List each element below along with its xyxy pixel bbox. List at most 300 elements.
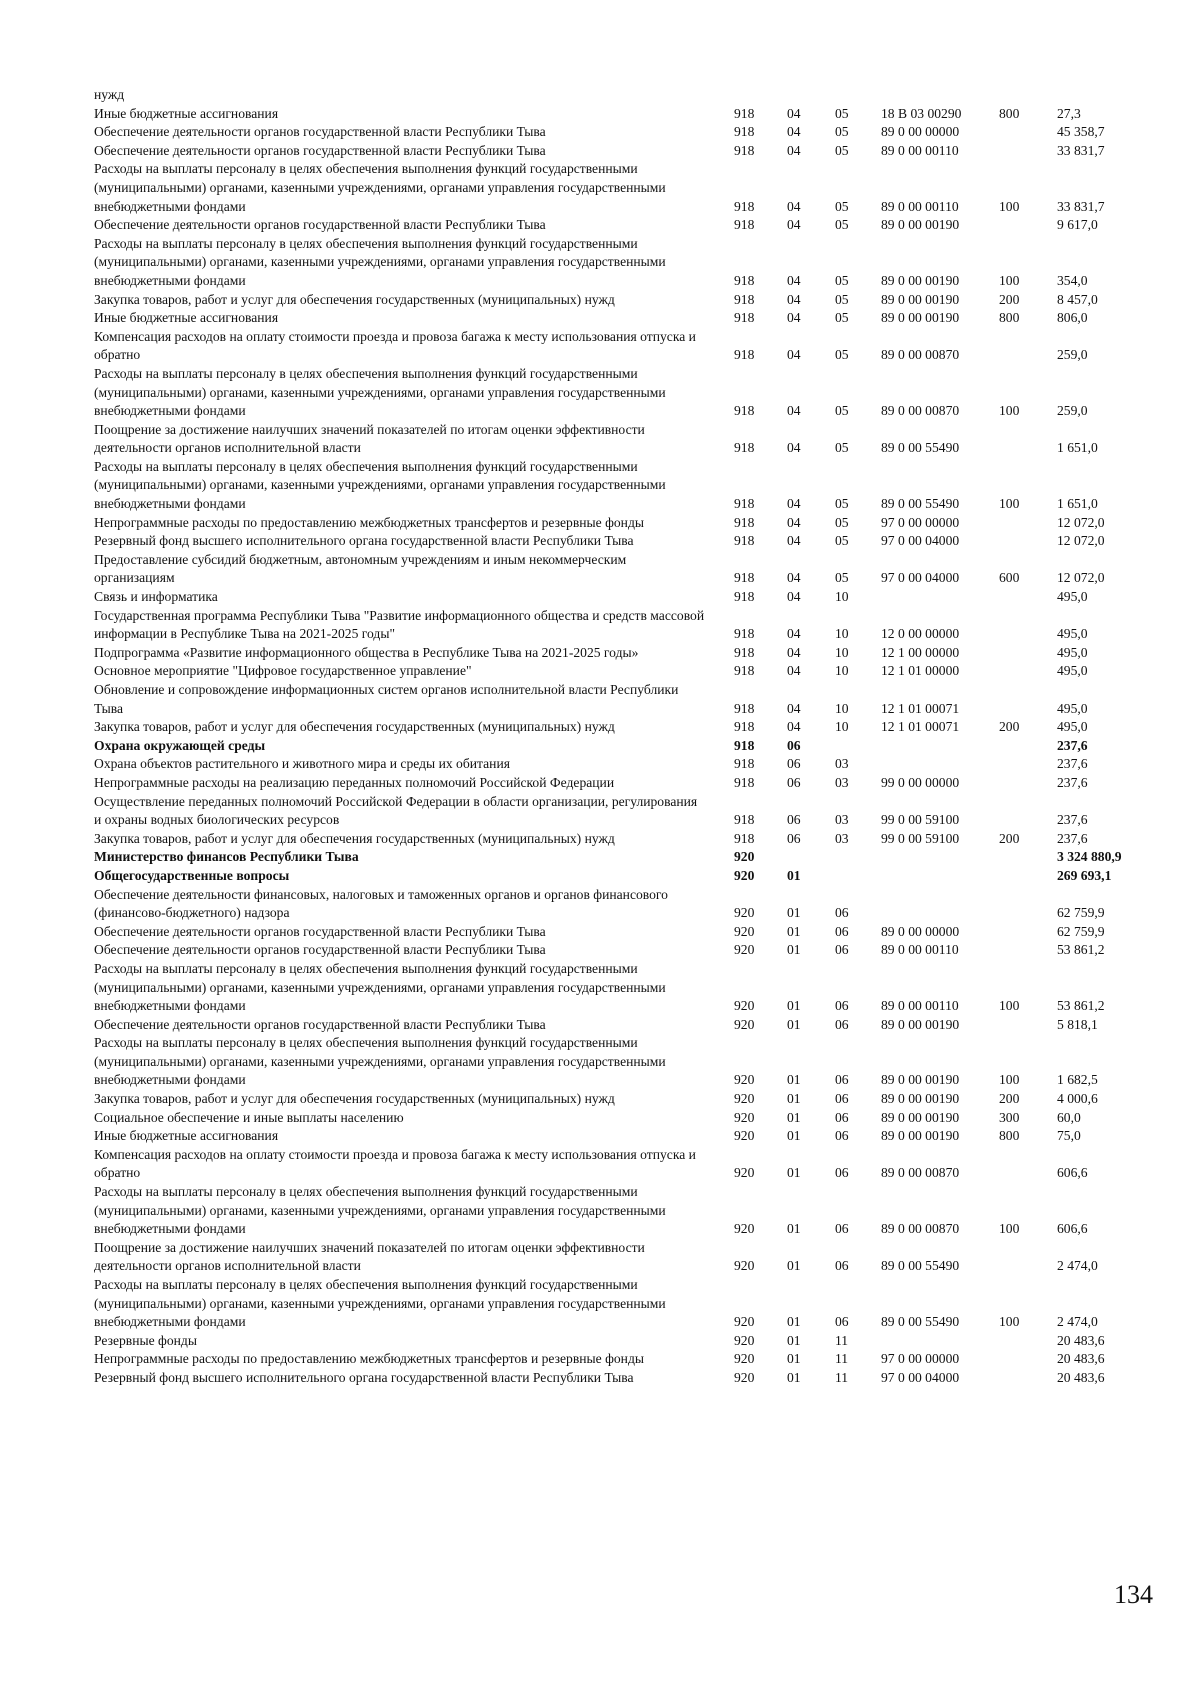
row-name: Резервный фонд высшего исполнительного органа государственной власти Республики Тыва — [94, 533, 634, 549]
code-target-article: 89 0 00 00000 — [881, 923, 960, 939]
amount: 53 861,2 — [1057, 942, 1105, 958]
table-row — [94, 588, 1157, 607]
table-row — [94, 886, 1157, 923]
code-subsection: 05 — [835, 198, 849, 214]
code-ministry: 918 — [734, 626, 755, 642]
code-subsection: 10 — [835, 719, 849, 735]
code-target-article: 12 1 01 00071 — [881, 719, 960, 735]
amount: 4 000,6 — [1057, 1091, 1098, 1107]
code-ministry: 920 — [734, 923, 755, 939]
code-target-article: 89 0 00 00000 — [881, 124, 960, 140]
row-name: Государственная программа Республики Тыва "Развитие информационного общества и средств массовой информации в Республике Тыва на 2021-2025 годы" — [94, 607, 705, 642]
table-row — [94, 1350, 1157, 1369]
table-row — [94, 607, 1157, 644]
row-name: Обеспечение деятельности органов государственной власти Республики Тыва — [94, 124, 546, 140]
code-subsection: 06 — [835, 905, 849, 921]
amount: 62 759,9 — [1057, 905, 1105, 921]
amount: 354,0 — [1057, 272, 1088, 288]
code-expense-type — [999, 681, 1053, 718]
code-target-article — [881, 886, 999, 923]
amount: 259,0 — [1057, 403, 1088, 419]
amount: 606,6 — [1057, 1221, 1088, 1237]
code-expense-type — [999, 644, 1053, 663]
code-subsection: 03 — [835, 774, 849, 790]
code-subsection: 10 — [835, 644, 849, 660]
table-row — [94, 216, 1157, 235]
code-expense-type — [999, 514, 1053, 533]
table-row — [94, 1239, 1157, 1276]
code-expense-type — [999, 867, 1053, 886]
code-ministry: 920 — [734, 1221, 755, 1237]
code-expense-type — [999, 588, 1053, 607]
amount: 20 483,6 — [1057, 1351, 1105, 1367]
row-name: Компенсация расходов на оплату стоимости проезда и провоза багажа к месту использования отпуска и обратно — [94, 1146, 696, 1181]
code-ministry: 918 — [734, 756, 755, 772]
code-target-article — [881, 755, 999, 774]
code-expense-type: 800 — [999, 1128, 1020, 1144]
code-subsection: 10 — [835, 663, 849, 679]
code-expense-type — [999, 793, 1053, 830]
table-row — [94, 123, 1157, 142]
code-ministry: 920 — [734, 1351, 755, 1367]
row-name: Обеспечение деятельности органов государственной власти Республики Тыва — [94, 217, 546, 233]
code-ministry: 918 — [734, 774, 755, 790]
code-expense-type: 600 — [999, 570, 1020, 586]
code-subsection: 05 — [835, 291, 849, 307]
code-section: 04 — [787, 570, 801, 586]
code-ministry: 920 — [734, 1332, 755, 1348]
code-section: 04 — [787, 700, 801, 716]
row-name: Обеспечение деятельности органов государственной власти Республики Тыва — [94, 142, 546, 158]
code-target-article: 89 0 00 00190 — [881, 310, 960, 326]
table-row — [94, 142, 1157, 161]
code-target-article: 89 0 00 00190 — [881, 1091, 960, 1107]
table-row — [94, 105, 1157, 124]
code-ministry: 918 — [734, 514, 755, 530]
code-subsection: 06 — [835, 1128, 849, 1144]
code-expense-type — [999, 737, 1053, 756]
code-subsection: 05 — [835, 440, 849, 456]
row-name: Расходы на выплаты персоналу в целях обеспечения выполнения функций государственными (муниципальными) органами, казенными учреждениями, органами управления государственными внебюджетными фондами — [94, 960, 666, 1014]
row-name: Иные бюджетные ассигнования — [94, 1128, 279, 1144]
table-row — [94, 644, 1157, 663]
code-target-article: 89 0 00 00110 — [881, 198, 959, 214]
code-section: 01 — [787, 1072, 801, 1088]
amount: 12 072,0 — [1057, 533, 1105, 549]
table-row — [94, 774, 1157, 793]
code-target-article: 89 0 00 00870 — [881, 1165, 960, 1181]
code-subsection: 06 — [835, 1314, 849, 1330]
row-name: Охрана окружающей среды — [94, 737, 266, 753]
table-row — [94, 793, 1157, 830]
row-name: Подпрограмма «Развитие информационного общества в Республике Тыва на 2021-2025 годы» — [94, 644, 639, 660]
table-row — [94, 309, 1157, 328]
code-subsection: 03 — [835, 830, 849, 846]
code-section: 04 — [787, 496, 801, 512]
code-ministry: 918 — [734, 496, 755, 512]
code-target-article: 12 1 00 00000 — [881, 644, 960, 660]
row-name: Расходы на выплаты персоналу в целях обеспечения выполнения функций государственными (муниципальными) органами, казенными учреждениями, органами управления государственными внебюджетными фондами — [94, 235, 666, 288]
row-name: Иные бюджетные ассигнования — [94, 105, 279, 121]
code-section: 01 — [787, 1369, 801, 1385]
amount: 2 474,0 — [1057, 1314, 1098, 1330]
table-row — [94, 1332, 1157, 1351]
code-ministry: 918 — [734, 310, 755, 326]
code-expense-type — [999, 328, 1053, 365]
code-ministry: 920 — [734, 905, 755, 921]
row-name: Осуществление переданных полномочий Российской Федерации в области организации, регулирования и охраны водных биологических ресурсов — [94, 793, 698, 828]
row-name: Поощрение за достижение наилучших значений показателей по итогам оценки эффективности деятельности органов исполнительной власти — [94, 421, 645, 456]
amount: 259,0 — [1057, 347, 1088, 363]
code-target-article: 89 0 00 00190 — [881, 272, 960, 288]
table-row — [94, 1369, 1157, 1388]
table-row — [94, 291, 1157, 310]
budget-table — [94, 86, 1157, 1388]
code-ministry: 918 — [734, 440, 755, 456]
row-name: Компенсация расходов на оплату стоимости проезда и провоза багажа к месту использования отпуска и обратно — [94, 328, 696, 363]
code-subsection: 05 — [835, 272, 849, 288]
code-target-article: 89 0 00 55490 — [881, 496, 960, 512]
row-name: Закупка товаров, работ и услуг для обеспечения государственных (муниципальных) нужд — [94, 719, 615, 735]
code-ministry: 918 — [734, 812, 755, 828]
row-name: Основное мероприятие "Цифровое государственное управление" — [94, 663, 472, 679]
code-expense-type — [999, 216, 1053, 235]
code-section: 04 — [787, 644, 801, 660]
table-row — [94, 941, 1157, 960]
code-section: 06 — [787, 737, 801, 753]
code-subsection: 10 — [835, 626, 849, 642]
row-name: Резервный фонд высшего исполнительного органа государственной власти Республики Тыва — [94, 1369, 634, 1385]
code-expense-type: 800 — [999, 310, 1020, 326]
code-section: 01 — [787, 1221, 801, 1237]
table-row — [94, 514, 1157, 533]
code-target-article: 89 0 00 00190 — [881, 1072, 960, 1088]
code-expense-type — [999, 886, 1053, 923]
code-subsection: 05 — [835, 347, 849, 363]
code-ministry: 918 — [734, 737, 755, 753]
code-ministry: 920 — [734, 867, 755, 883]
table-row — [94, 1276, 1157, 1332]
code-ministry: 920 — [734, 942, 755, 958]
table-row — [94, 737, 1157, 756]
table-row — [94, 421, 1157, 458]
code-target-article — [881, 1332, 999, 1351]
row-name: Обеспечение деятельности органов государственной власти Республики Тыва — [94, 923, 546, 939]
code-subsection: 06 — [835, 942, 849, 958]
row-name: Расходы на выплаты персоналу в целях обеспечения выполнения функций государственными (муниципальными) органами, казенными учреждениями, органами управления государственными внебюджетными фондами — [94, 1035, 666, 1088]
code-section: 01 — [787, 905, 801, 921]
row-name: Резервные фонды — [94, 1332, 197, 1348]
code-section: 04 — [787, 719, 801, 735]
code-section: 01 — [787, 1332, 801, 1348]
code-expense-type — [999, 774, 1053, 793]
code-expense-type: 200 — [999, 1091, 1020, 1107]
code-target-article: 89 0 00 00190 — [881, 1109, 960, 1125]
code-section: 06 — [787, 774, 801, 790]
code-target-article: 89 0 00 55490 — [881, 1314, 960, 1330]
code-target-article: 99 0 00 00000 — [881, 774, 960, 790]
code-section — [787, 86, 835, 105]
code-expense-type — [999, 1369, 1053, 1388]
amount: 3 324 880,9 — [1057, 849, 1122, 865]
code-target-article: 99 0 00 59100 — [881, 812, 960, 828]
row-name: Расходы на выплаты персоналу в целях обеспечения выполнения функций государственными (муниципальными) органами, казенными учреждениями, органами управления государственными внебюджетными фондами — [94, 161, 666, 214]
row-name: Общегосударственные вопросы — [94, 867, 290, 883]
table-row — [94, 1090, 1157, 1109]
table-row — [94, 458, 1157, 514]
code-section: 01 — [787, 998, 801, 1014]
table-row — [94, 755, 1157, 774]
code-target-article: 12 1 01 00071 — [881, 700, 960, 716]
amount: 237,6 — [1057, 756, 1088, 772]
amount: 33 831,7 — [1057, 198, 1105, 214]
row-name: Обеспечение деятельности финансовых, налоговых и таможенных органов и органов финансового (финансово-бюджетного) надзора — [94, 886, 668, 921]
code-expense-type: 100 — [999, 403, 1020, 419]
table-row — [94, 1109, 1157, 1128]
code-expense-type — [999, 941, 1053, 960]
amount: 27,3 — [1057, 105, 1081, 121]
code-expense-type: 100 — [999, 1221, 1020, 1237]
code-subsection: 03 — [835, 756, 849, 772]
code-target-article: 89 0 00 00190 — [881, 1128, 960, 1144]
code-expense-type — [999, 607, 1053, 644]
code-ministry: 920 — [734, 1128, 755, 1144]
code-ministry: 918 — [734, 403, 755, 419]
table-row — [94, 1183, 1157, 1239]
code-section: 04 — [787, 198, 801, 214]
code-expense-type — [999, 1350, 1053, 1369]
code-ministry: 920 — [734, 1165, 755, 1181]
row-name: Расходы на выплаты персоналу в целях обеспечения выполнения функций государственными (муниципальными) органами, казенными учреждениями, органами управления государственными внебюджетными фондами — [94, 1277, 666, 1330]
code-target-article: 89 0 00 55490 — [881, 1258, 960, 1274]
code-target-article: 18 В 03 00290 — [881, 105, 962, 121]
table-row — [94, 1146, 1157, 1183]
amount: 8 457,0 — [1057, 291, 1098, 307]
code-section: 01 — [787, 1351, 801, 1367]
code-subsection: 06 — [835, 1109, 849, 1125]
table-row — [94, 960, 1157, 1016]
code-target-article: 12 1 01 00000 — [881, 663, 960, 679]
code-target-article: 89 0 00 00870 — [881, 403, 960, 419]
code-target-article: 97 0 00 04000 — [881, 570, 960, 586]
code-section: 04 — [787, 514, 801, 530]
code-subsection: 10 — [835, 700, 849, 716]
code-expense-type: 200 — [999, 719, 1020, 735]
code-expense-type — [999, 123, 1053, 142]
code-section: 04 — [787, 291, 801, 307]
table-row — [94, 160, 1157, 216]
code-section: 06 — [787, 756, 801, 772]
code-section: 04 — [787, 310, 801, 326]
code-expense-type: 100 — [999, 198, 1020, 214]
code-expense-type — [999, 421, 1053, 458]
code-target-article: 97 0 00 04000 — [881, 1369, 960, 1385]
code-target-article — [881, 86, 999, 105]
amount: 237,6 — [1057, 830, 1088, 846]
row-name: Обеспечение деятельности органов государственной власти Республики Тыва — [94, 942, 546, 958]
code-ministry: 918 — [734, 198, 755, 214]
code-subsection: 05 — [835, 403, 849, 419]
code-ministry: 918 — [734, 105, 755, 121]
code-target-article — [881, 588, 999, 607]
code-target-article: 97 0 00 00000 — [881, 1351, 960, 1367]
table-row — [94, 1127, 1157, 1146]
table-row — [94, 681, 1157, 718]
code-section: 04 — [787, 347, 801, 363]
code-subsection: 06 — [835, 998, 849, 1014]
code-expense-type — [999, 1016, 1053, 1035]
code-expense-type: 800 — [999, 105, 1020, 121]
amount: 1 651,0 — [1057, 496, 1098, 512]
amount: 75,0 — [1057, 1128, 1081, 1144]
table-row — [94, 328, 1157, 365]
code-ministry: 918 — [734, 589, 755, 605]
code-target-article: 89 0 00 00190 — [881, 1016, 960, 1032]
code-expense-type: 100 — [999, 496, 1020, 512]
amount: 237,6 — [1057, 737, 1088, 753]
code-section: 04 — [787, 124, 801, 140]
code-section: 06 — [787, 830, 801, 846]
code-ministry: 918 — [734, 272, 755, 288]
code-target-article: 97 0 00 00000 — [881, 514, 960, 530]
code-section: 01 — [787, 923, 801, 939]
amount: 1 651,0 — [1057, 440, 1098, 456]
code-subsection: 05 — [835, 142, 849, 158]
code-expense-type — [999, 86, 1053, 105]
row-name: Расходы на выплаты персоналу в целях обеспечения выполнения функций государственными (муниципальными) органами, казенными учреждениями, органами управления государственными внебюджетными фондами — [94, 1184, 666, 1237]
code-subsection: 05 — [835, 105, 849, 121]
code-subsection: 06 — [835, 1016, 849, 1032]
amount: 806,0 — [1057, 310, 1088, 326]
amount: 495,0 — [1057, 626, 1088, 642]
code-ministry: 918 — [734, 347, 755, 363]
code-section: 04 — [787, 626, 801, 642]
code-section: 04 — [787, 589, 801, 605]
amount: 495,0 — [1057, 719, 1088, 735]
code-section: 01 — [787, 867, 801, 883]
code-section — [787, 848, 835, 867]
amount: 60,0 — [1057, 1109, 1081, 1125]
code-ministry: 920 — [734, 1369, 755, 1385]
code-subsection: 05 — [835, 217, 849, 233]
code-target-article: 97 0 00 04000 — [881, 533, 960, 549]
table-row — [94, 848, 1157, 867]
code-expense-type — [999, 662, 1053, 681]
code-ministry: 918 — [734, 533, 755, 549]
code-ministry: 920 — [734, 1258, 755, 1274]
row-name: Иные бюджетные ассигнования — [94, 310, 279, 326]
code-ministry — [712, 86, 787, 105]
row-name: Обновление и сопровождение информационных систем органов исполнительной власти Республики Тыва — [94, 682, 679, 716]
page-number: 134 — [1114, 1580, 1153, 1609]
row-name: Закупка товаров, работ и услуг для обеспечения государственных (муниципальных) нужд — [94, 1091, 615, 1107]
code-ministry: 920 — [734, 1091, 755, 1107]
code-subsection: 05 — [835, 533, 849, 549]
amount: 495,0 — [1057, 644, 1088, 660]
amount: 237,6 — [1057, 774, 1088, 790]
code-ministry: 918 — [734, 291, 755, 307]
row-name: Расходы на выплаты персоналу в целях обеспечения выполнения функций государственными (муниципальными) органами, казенными учреждениями, органами управления государственными внебюджетными фондами — [94, 458, 666, 512]
amount: 2 474,0 — [1057, 1258, 1098, 1274]
row-name: Социальное обеспечение и иные выплаты населению — [94, 1109, 404, 1125]
code-section: 01 — [787, 1016, 801, 1032]
code-subsection: 05 — [835, 124, 849, 140]
table-row — [94, 718, 1157, 737]
amount: 12 072,0 — [1057, 570, 1105, 586]
code-target-article: 89 0 00 00190 — [881, 217, 960, 233]
code-target-article: 99 0 00 59100 — [881, 830, 960, 846]
amount: 495,0 — [1057, 589, 1088, 605]
code-section: 04 — [787, 217, 801, 233]
code-section: 04 — [787, 403, 801, 419]
code-subsection: 11 — [835, 1369, 849, 1385]
code-expense-type: 200 — [999, 830, 1020, 846]
code-ministry: 920 — [734, 1314, 755, 1330]
code-subsection: 06 — [835, 1072, 849, 1088]
code-target-article: 89 0 00 00190 — [881, 291, 960, 307]
code-ministry: 918 — [734, 830, 755, 846]
code-target-article — [881, 737, 999, 756]
amount: 237,6 — [1057, 812, 1088, 828]
code-ministry: 920 — [734, 849, 755, 865]
amount: 45 358,7 — [1057, 124, 1105, 140]
code-ministry: 920 — [734, 1072, 755, 1088]
code-subsection — [835, 848, 881, 867]
amount: 20 483,6 — [1057, 1332, 1105, 1348]
amount: 495,0 — [1057, 663, 1088, 679]
table-row — [94, 86, 1157, 105]
code-section: 01 — [787, 1258, 801, 1274]
code-section: 01 — [787, 1165, 801, 1181]
row-name: Расходы на выплаты персоналу в целях обеспечения выполнения функций государственными (муниципальными) органами, казенными учреждениями, органами управления государственными внебюджетными фондами — [94, 365, 666, 419]
code-target-article — [881, 848, 999, 867]
code-expense-type — [999, 848, 1053, 867]
code-section: 04 — [787, 142, 801, 158]
code-subsection — [835, 867, 881, 886]
row-name: Связь и информатика — [94, 589, 218, 605]
code-expense-type — [999, 1332, 1053, 1351]
code-subsection: 11 — [835, 1351, 849, 1367]
code-expense-type — [999, 755, 1053, 774]
code-target-article: 89 0 00 55490 — [881, 440, 960, 456]
code-expense-type: 100 — [999, 998, 1020, 1014]
code-expense-type — [999, 142, 1053, 161]
code-subsection: 05 — [835, 570, 849, 586]
amount: 62 759,9 — [1057, 923, 1105, 939]
table-row — [94, 1034, 1157, 1090]
table-row — [94, 1016, 1157, 1035]
row-name: Предоставление субсидий бюджетным, автономным учреждениям и иным некоммерческим организациям — [94, 551, 627, 586]
code-ministry: 920 — [734, 998, 755, 1014]
code-ministry: 918 — [734, 700, 755, 716]
code-subsection — [835, 86, 881, 105]
code-ministry: 918 — [734, 570, 755, 586]
code-ministry: 918 — [734, 663, 755, 679]
code-ministry: 918 — [734, 644, 755, 660]
row-name: Поощрение за достижение наилучших значений показателей по итогам оценки эффективности деятельности органов исполнительной власти — [94, 1239, 645, 1274]
table-row — [94, 235, 1157, 291]
amount: 5 818,1 — [1057, 1016, 1098, 1032]
code-section: 04 — [787, 533, 801, 549]
amount: 495,0 — [1057, 700, 1088, 716]
code-expense-type — [999, 1239, 1053, 1276]
code-subsection: 05 — [835, 496, 849, 512]
budget-table-body — [94, 86, 1157, 1388]
code-section: 01 — [787, 1109, 801, 1125]
row-name: Обеспечение деятельности органов государственной власти Республики Тыва — [94, 1016, 546, 1032]
code-expense-type — [999, 923, 1053, 942]
table-row — [94, 532, 1157, 551]
